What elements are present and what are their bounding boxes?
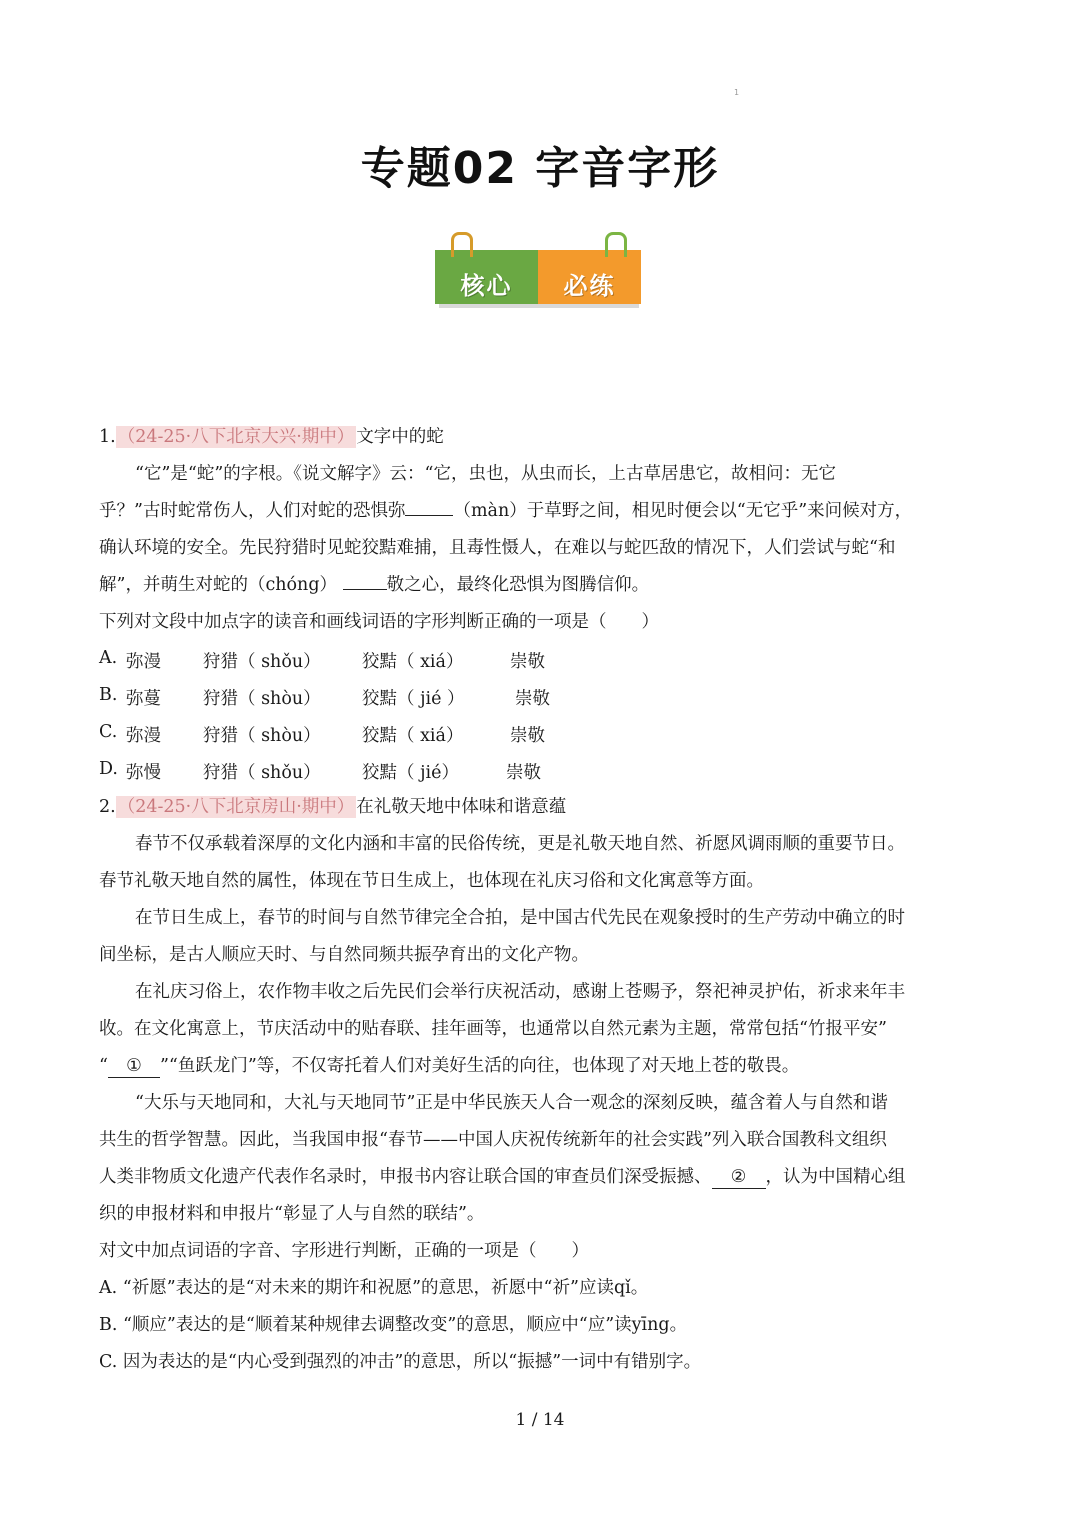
q1-paragraph-line: “它”是“蛇”的字根。《说文解字》云：“它，虫也，从虫而长，上古草居患它，故相问：无它 bbox=[135, 464, 836, 484]
q2-header bbox=[99, 796, 566, 818]
q2-blank-1[interactable]: ① bbox=[108, 1055, 160, 1078]
q2-text: ，认为中国精心组 bbox=[765, 1167, 906, 1187]
option-word: 狡黠（ xiá） bbox=[362, 652, 464, 672]
q1-paragraph-line bbox=[99, 500, 912, 522]
page-title: 专题02 字音字形 bbox=[360, 143, 720, 194]
q1-number: 1. bbox=[99, 427, 116, 447]
q1-text: 解”，并萌生对蛇的（chóng） bbox=[99, 575, 338, 595]
q1-header bbox=[99, 426, 444, 448]
q2-blank-2[interactable]: ② bbox=[712, 1166, 766, 1189]
option-label: D. bbox=[99, 759, 118, 779]
q2-paragraph-line: 在礼庆习俗上，农作物丰收之后先民们会举行庆祝活动，感谢上苍赐予，祭祀神灵护佑，祈求来年丰 bbox=[135, 982, 905, 1002]
q2-option-c[interactable]: C. 因为表达的是“内心受到强烈的冲击”的意思，所以“振撼”一词中有错别字。 bbox=[99, 1352, 702, 1372]
q2-paragraph-line: 收。在文化寓意上，节庆活动中的贴春联、挂年画等，也通常以自然元素为主题，常常包括“竹报平安” bbox=[99, 1019, 887, 1039]
q2-text: “ bbox=[99, 1056, 108, 1076]
option-word: 弥蔓 bbox=[126, 689, 161, 709]
option-word: 弥漫 bbox=[126, 652, 161, 672]
option-label: A. bbox=[99, 648, 118, 668]
option-word: 弥漫 bbox=[126, 726, 161, 746]
q1-question: 下列对文段中加点字的读音和画线词语的字形判断正确的一项是（ ） bbox=[99, 612, 659, 632]
option-word: 狩猎（ shòu） bbox=[203, 726, 321, 746]
q1-text: （màn）于草野之间，相见时便会以“无它乎”来问候对方， bbox=[453, 501, 913, 521]
q2-text: ”“鱼跃龙门”等，不仅寄托着人们对美好生活的向往，也体现了对天地上苍的敬畏。 bbox=[159, 1056, 800, 1076]
q2-number: 2. bbox=[99, 797, 116, 817]
option-word: 狡黠（ xiá） bbox=[362, 726, 464, 746]
q1-blank-1[interactable] bbox=[405, 515, 453, 516]
q1-paragraph-line: 确认环境的安全。先民狩猎时见蛇狡黠难捕，且毒性慑人，在难以与蛇匹敌的情况下，人们尝试与蛇“和 bbox=[99, 538, 896, 558]
q2-text: 人类非物质文化遗产代表作名录时，申报书内容让联合国的审查员们深受振撼、 bbox=[99, 1167, 712, 1187]
page-mark: 1 bbox=[734, 88, 740, 97]
option-word: 狡黠（ jié） bbox=[362, 763, 459, 783]
option-word: 狩猎（ shǒu） bbox=[203, 763, 321, 783]
option-word: 崇敬 bbox=[510, 652, 545, 672]
badge-right-label: 必练 bbox=[563, 272, 616, 300]
badge-right-panel bbox=[538, 250, 641, 304]
binder-clip-icon bbox=[451, 232, 473, 257]
option-label: C. bbox=[99, 722, 118, 742]
q2-option-a[interactable]: A. “祈愿”表达的是“对未来的期许和祝愿”的意思，祈愿中“祈”应读qǐ。 bbox=[99, 1278, 649, 1298]
q2-option-b[interactable]: B. “顺应”表达的是“顺着某种规律去调整改变”的意思，顺应中“应”读yīng。 bbox=[99, 1315, 688, 1335]
option-word: 崇敬 bbox=[515, 689, 550, 709]
page-number: 1 / 14 bbox=[515, 1410, 565, 1430]
q2-paragraph-line: 春节不仅承载着深厚的文化内涵和丰富的民俗传统，更是礼敬天地自然、祈愿风调雨顺的重要节日。 bbox=[135, 834, 905, 854]
binder-clip-icon bbox=[605, 232, 627, 257]
option-word: 狡黠（ jié ） bbox=[362, 689, 465, 709]
q2-paragraph-line: 在节日生成上，春节的时间与自然节律完全合拍，是中国古代先民在观象授时的生产劳动中确立的时 bbox=[135, 908, 905, 928]
q2-question: 对文中加点词语的字音、字形进行判断，正确的一项是（ ） bbox=[99, 1241, 589, 1261]
q1-text: 乎？”古时蛇常伤人，人们对蛇的恐惧弥 bbox=[99, 501, 406, 521]
option-label: B. bbox=[99, 685, 118, 705]
q2-paragraph-line: 织的申报材料和申报片“彰显了人与自然的联结”。 bbox=[99, 1204, 485, 1224]
badge-left-panel bbox=[435, 250, 538, 304]
q1-blank-2[interactable] bbox=[343, 589, 387, 590]
q2-heading: 在礼敬天地中体味和谐意蕴 bbox=[356, 797, 567, 817]
q1-source-tag: （24-25·八下北京大兴·期中） bbox=[117, 427, 355, 447]
option-word: 崇敬 bbox=[510, 726, 545, 746]
q1-text: 敬之心，最终化恐惧为图腾信仰。 bbox=[386, 575, 650, 595]
q2-paragraph-line bbox=[99, 1055, 799, 1078]
option-word: 弥慢 bbox=[126, 763, 161, 783]
core-practice-badge bbox=[435, 246, 641, 304]
badge-left-label: 核心 bbox=[460, 272, 513, 300]
q2-paragraph-line bbox=[99, 1166, 906, 1189]
q2-paragraph-line: 共生的哲学智慧。因此，当我国申报“春节——中国人庆祝传统新年的社会实践”列入联合国教科文组织 bbox=[99, 1130, 887, 1150]
q2-paragraph-line: “大乐与天地同和，大礼与天地同节”正是中华民族天人合一观念的深刻反映，蕴含着人与自然和谐 bbox=[135, 1093, 888, 1113]
q1-heading: 文字中的蛇 bbox=[356, 427, 444, 447]
q2-paragraph-line: 春节礼敬天地自然的属性，体现在节日生成上，也体现在礼庆习俗和文化寓意等方面。 bbox=[99, 871, 764, 891]
option-word: 狩猎（ shòu） bbox=[203, 689, 321, 709]
q1-paragraph-line bbox=[99, 574, 649, 596]
q2-source-tag: （24-25·八下北京房山·期中） bbox=[117, 797, 355, 817]
option-word: 狩猎（ shǒu） bbox=[203, 652, 321, 672]
option-word: 崇敬 bbox=[506, 763, 541, 783]
q2-paragraph-line: 间坐标，是古人顺应天时、与自然同频共振孕育出的文化产物。 bbox=[99, 945, 589, 965]
